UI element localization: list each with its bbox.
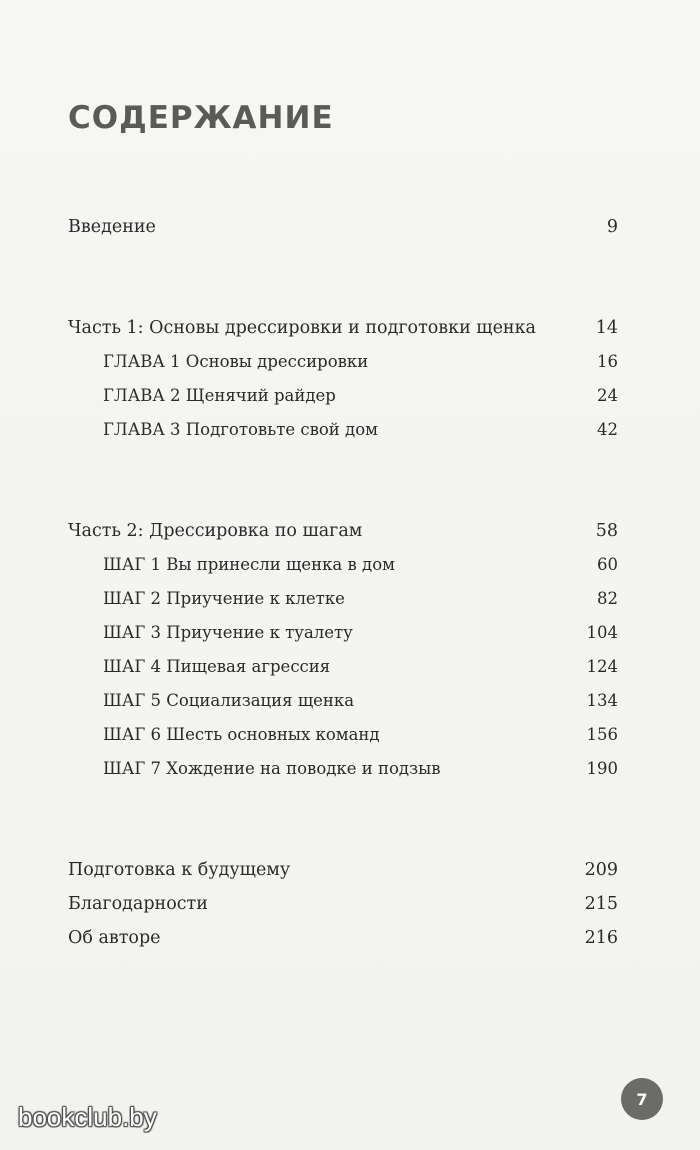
toc-entry-label: ГЛАВА 2 Щенячий райдер: [103, 386, 336, 405]
toc-entry-page: 58: [595, 521, 618, 541]
toc-entry-label: Часть 1: Основы дрессировки и подготовки щенка: [68, 318, 536, 338]
toc-entry: [103, 347, 618, 377]
toc-entry-page: 216: [584, 928, 618, 948]
toc-entry-page: 134: [586, 691, 618, 710]
toc-entry-page: 9: [606, 217, 618, 237]
toc-entry: [103, 754, 618, 784]
toc-entry-label: ШАГ 4 Пищевая агрессия: [103, 657, 331, 676]
toc-entry: [103, 415, 618, 445]
toc-entry-label: ШАГ 1 Вы принесли щенка в дом: [103, 555, 395, 574]
watermark: bookclub.by: [18, 1102, 157, 1132]
toc-entry: [68, 855, 618, 885]
toc-entry-label: Об авторе: [68, 928, 161, 948]
toc-entry: [103, 618, 618, 648]
toc-entry-page: 215: [584, 894, 618, 914]
toc-entry: [103, 381, 618, 411]
toc-entry: [103, 584, 618, 614]
toc-entry-page: 82: [597, 589, 618, 608]
toc-entry-label: ШАГ 3 Приучение к туалету: [103, 623, 353, 642]
toc-entry: [103, 686, 618, 716]
toc-entry-page: 24: [597, 386, 618, 405]
toc-entry: [68, 889, 618, 919]
toc-entry: [68, 923, 618, 953]
toc-entry-label: Часть 2: Дрессировка по шагам: [68, 521, 363, 541]
toc-entry-label: Благодарности: [68, 894, 208, 914]
toc-entry-page: 104: [586, 623, 618, 642]
toc-entry: [103, 720, 618, 750]
toc-entry-label: ГЛАВА 3 Подготовьте свой дом: [103, 420, 378, 439]
toc-entry-label: ГЛАВА 1 Основы дрессировки: [103, 352, 369, 371]
toc-entry-page: 209: [584, 860, 618, 880]
toc-entry-page: 60: [597, 555, 618, 574]
toc-entry-page: 190: [586, 759, 618, 778]
toc-entry-page: 14: [595, 318, 618, 338]
toc-entry-page: 42: [597, 420, 618, 439]
toc-entry-page: 124: [586, 657, 618, 676]
toc-entry-label: ШАГ 5 Социализация щенка: [103, 691, 355, 710]
toc-entry-label: ШАГ 2 Приучение к клетке: [103, 589, 345, 608]
page-number-badge: 7: [621, 1078, 663, 1120]
toc-entry-page: 156: [586, 725, 618, 744]
toc-entry: [103, 652, 618, 682]
toc-entry: [68, 212, 618, 242]
toc-entry-page: 16: [597, 352, 618, 371]
toc-entry-label: ШАГ 7 Хождение на поводке и подзыв: [103, 759, 441, 778]
toc-entry-label: ШАГ 6 Шесть основных команд: [103, 725, 380, 744]
toc-entry-label: Подготовка к будущему: [68, 860, 291, 880]
toc-entry: [68, 516, 618, 546]
toc-entry: [103, 550, 618, 580]
toc-entry-label: Введение: [68, 217, 156, 237]
toc-entry: [68, 313, 618, 343]
page-title: СОДЕРЖАНИЕ: [68, 100, 334, 136]
